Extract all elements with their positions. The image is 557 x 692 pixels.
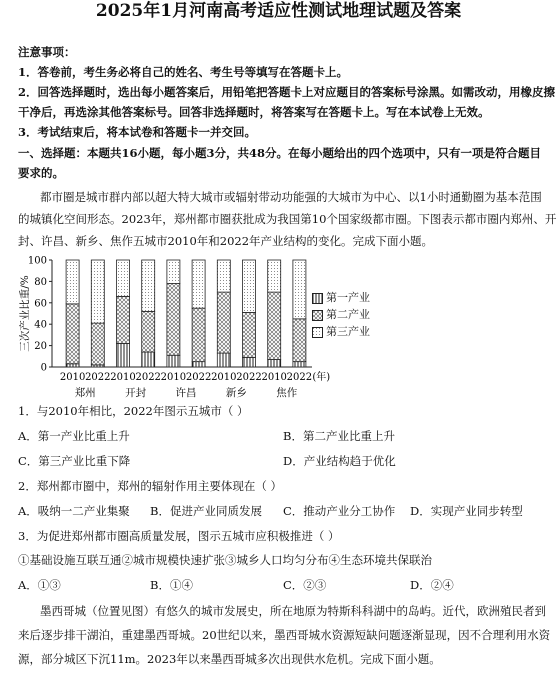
legend-label-primary: 第一产业 bbox=[326, 291, 370, 304]
legend-swatch-primary bbox=[312, 293, 323, 304]
q3-option-b[interactable]: B．①④ bbox=[150, 578, 193, 592]
chart-bar-segment bbox=[268, 260, 281, 292]
chart-bar-segment bbox=[268, 360, 281, 367]
chart-y-tick-label: 20 bbox=[34, 341, 47, 353]
q1-option-b[interactable]: B．第二产业比重上升 bbox=[283, 429, 395, 443]
legend-swatch-tertiary bbox=[312, 327, 323, 338]
q3-option-c[interactable]: C．②③ bbox=[283, 578, 327, 592]
industry-structure-chart bbox=[12, 252, 352, 402]
legend-item-secondary bbox=[312, 309, 370, 326]
chart-bar-segment bbox=[117, 260, 130, 296]
passage2-line2: 来后逐步排干湖泊，重建墨西哥城。20世纪以来，墨西哥城水资源短缺问题逐渐显现，因不合理利用水资 bbox=[18, 628, 551, 642]
chart-x-tick-label: 2010 bbox=[59, 372, 86, 383]
chart-bar-segment bbox=[192, 260, 205, 308]
chart-bar-segment bbox=[217, 292, 230, 353]
passage1-line2: 的城镇化空间形态。2023年，郑州都市圈获批成为我国第10个国家级都市圈。下图表示都市圈内郑州、开 bbox=[18, 212, 557, 226]
section-heading-line2: 要求的。 bbox=[18, 166, 64, 180]
q3-statements: ①基础设施互联互通②城市规模快速扩张③城乡人口均匀分布④生态环境共保联治 bbox=[18, 553, 432, 567]
chart-bar-segment bbox=[192, 362, 205, 367]
notice-item-2b: 干净后，再选涂其他答案标号。回答非选择题时，将答案写在答题卡上。写在本试卷上无效。 bbox=[18, 105, 490, 119]
q1-option-d[interactable]: D．产业结构趋于优化 bbox=[283, 454, 396, 468]
legend-swatch-secondary bbox=[312, 310, 323, 321]
chart-bar-segment bbox=[142, 260, 155, 311]
chart-bar-segment bbox=[142, 352, 155, 367]
chart-city-label: 郑州 bbox=[74, 387, 96, 399]
chart-x-tick-label: 2010 bbox=[261, 372, 287, 383]
chart-city-label: 开封 bbox=[125, 387, 147, 399]
passage1-line3: 封、许昌、新乡、焦作五城市2010年和2022年产业结构的变化。完成下面小题。 bbox=[18, 234, 434, 248]
chart-bar-segment bbox=[66, 260, 79, 304]
chart-x-tick-label: 2010 bbox=[160, 372, 187, 383]
chart-y-tick-label: 100 bbox=[27, 255, 47, 267]
chart-bar-segment bbox=[66, 304, 79, 364]
notice-heading: 注意事项： bbox=[18, 45, 76, 59]
chart-bar-segment bbox=[167, 260, 180, 284]
passage1-line1: 都市圈是城市群内部以超大特大城市或辐射带动功能强的大城市为中心、以1小时通勤圈为基本范围 bbox=[40, 190, 542, 204]
chart-bar-segment bbox=[117, 343, 130, 367]
chart-bar-segment bbox=[293, 260, 306, 319]
chart-y-tick-label: 0 bbox=[40, 362, 47, 374]
q1-option-c[interactable]: C．第三产业比重下降 bbox=[18, 454, 131, 468]
chart-bar-segment bbox=[293, 319, 306, 362]
q2-option-d[interactable]: D．实现产业同步转型 bbox=[410, 504, 523, 518]
q1-option-a[interactable]: A．第一产业比重上升 bbox=[18, 429, 130, 443]
chart-bar-segment bbox=[167, 355, 180, 367]
chart-bar-segment bbox=[243, 357, 256, 367]
chart-x-tick-label: 2022 bbox=[85, 372, 111, 383]
chart-bar-segment bbox=[91, 260, 104, 323]
chart-bar-segment bbox=[268, 292, 281, 359]
chart-city-label: 焦作 bbox=[276, 387, 298, 399]
q2-option-a[interactable]: A．吸纳一二产业集聚 bbox=[18, 504, 130, 518]
notice-item-2a: 2．回答选择题时，选出每小题答案后，用铅笔把答题卡上对应题目的答案标号涂黑。如需改动，用橡皮擦 bbox=[18, 85, 555, 99]
chart-bar-segment bbox=[192, 308, 205, 362]
q3-option-a[interactable]: A．①③ bbox=[18, 578, 61, 592]
chart-bar-segment bbox=[167, 284, 180, 356]
chart-bar-segment bbox=[91, 323, 104, 365]
chart-city-label: 新乡 bbox=[225, 387, 247, 399]
passage2-line3: 源，部分城区下沉11m。2023年以来墨西哥城多次出现供水危机。完成下面小题。 bbox=[18, 652, 441, 666]
chart-y-tick-label: 80 bbox=[34, 276, 47, 288]
chart-bar-segment bbox=[243, 312, 256, 357]
chart-x-tick-label: 2022 bbox=[236, 372, 262, 383]
q1-stem: 1．与2010年相比，2022年图示五城市（ ） bbox=[18, 404, 249, 418]
q2-option-b[interactable]: B．促进产业同质发展 bbox=[150, 504, 262, 518]
chart-bar-segment bbox=[66, 364, 79, 367]
chart-y-tick-label: 40 bbox=[34, 319, 47, 331]
chart-x-tick-label: 2022 bbox=[135, 372, 161, 383]
chart-x-tick-label: 2010 bbox=[211, 372, 237, 383]
chart-x-unit: (年) bbox=[312, 372, 331, 383]
q3-option-d[interactable]: D．②④ bbox=[410, 578, 454, 592]
notice-item-3: 3．考试结束后，将本试卷和答题卡一并交回。 bbox=[18, 125, 256, 139]
notice-item-1: 1．答卷前，考生务必将自己的姓名、考生号等填写在答题卡上。 bbox=[18, 65, 348, 79]
chart-bar-segment bbox=[293, 362, 306, 367]
legend-label-secondary: 第二产业 bbox=[326, 308, 370, 321]
chart-bar-segment bbox=[142, 311, 155, 352]
q2-stem: 2．郑州都市圈中，郑州的辐射作用主要体现在（ ） bbox=[18, 479, 282, 493]
document-title: 2025年1月河南高考适应性测试地理试题及答案 bbox=[95, 1, 462, 21]
q2-option-c[interactable]: C．推动产业分工协作 bbox=[283, 504, 396, 518]
chart-x-tick-label: 2022 bbox=[185, 372, 212, 383]
legend-item-primary bbox=[312, 292, 370, 309]
chart-bar-segment bbox=[217, 260, 230, 292]
chart-bar-segment bbox=[117, 296, 130, 343]
q3-stem: 3．为促进郑州都市圈高质量发展，图示五城市应积极推进（ ） bbox=[18, 529, 340, 543]
passage2-line1: 墨西哥城（位置见图）有悠久的城市发展史，所在地原为特斯科科湖中的岛屿。近代，欧洲殖民者到 bbox=[40, 604, 546, 618]
chart-city-label: 许昌 bbox=[175, 387, 197, 399]
legend-label-tertiary: 第三产业 bbox=[326, 325, 370, 338]
chart-y-tick-label: 60 bbox=[34, 298, 47, 310]
chart-bar-segment bbox=[217, 353, 230, 367]
chart-ylabel: 三次产业比重/% bbox=[19, 275, 31, 352]
section-heading-line1: 一、选择题：本题共16小题，每小题3分，共48分。在每小题给出的四个选项中，只有一项是符合题目 bbox=[18, 146, 542, 160]
legend-item-tertiary bbox=[312, 326, 370, 343]
chart-x-tick-label: 2010 bbox=[110, 372, 136, 383]
chart-legend bbox=[312, 292, 370, 343]
chart-bar-segment bbox=[243, 260, 256, 312]
chart-x-tick-label: 2022 bbox=[286, 372, 313, 383]
